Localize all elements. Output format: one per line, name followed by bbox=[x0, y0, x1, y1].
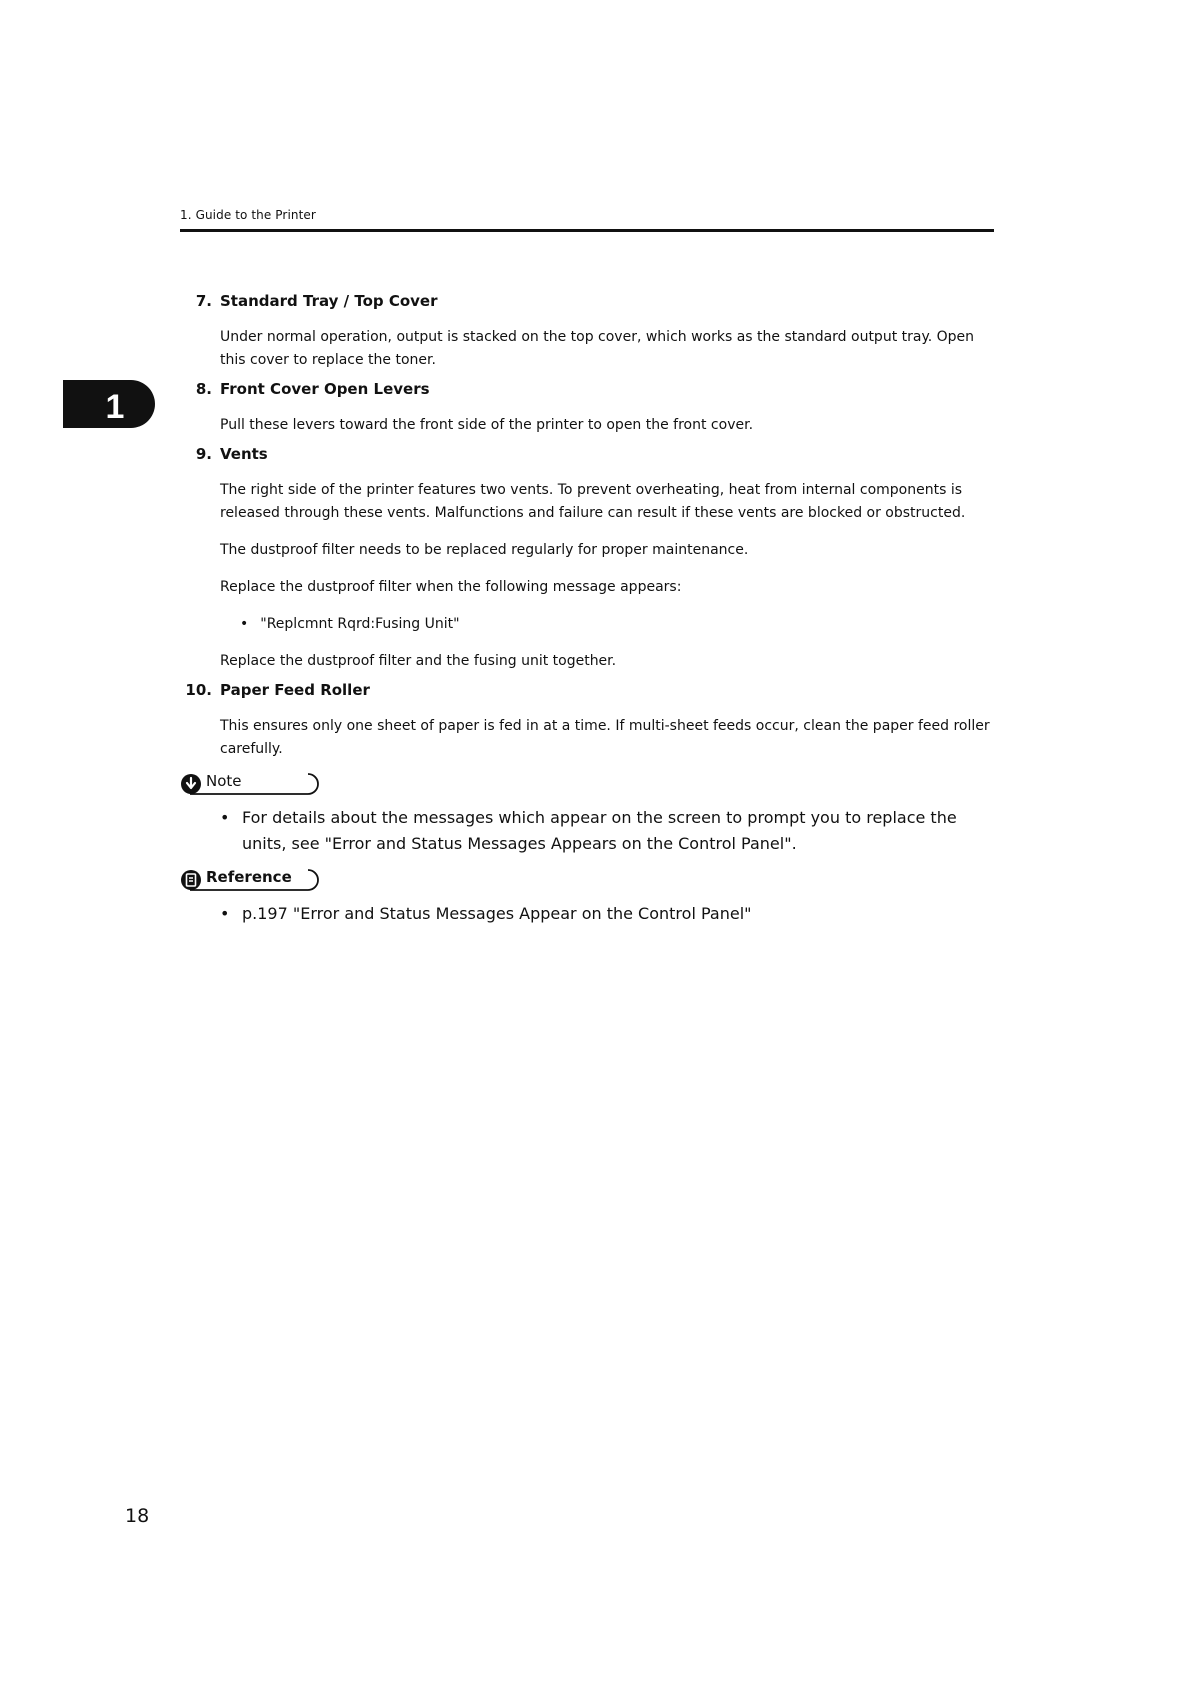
item-number: 10. bbox=[185, 681, 212, 699]
reference-label bbox=[180, 865, 1000, 893]
reference-link[interactable]: • p.197 "Error and Status Messages Appear on the Control Panel" bbox=[220, 901, 1000, 927]
item-title: Front Cover Open Levers bbox=[220, 380, 430, 398]
note-label-text: Note bbox=[206, 772, 242, 790]
list-item bbox=[180, 378, 1000, 437]
chapter-number: 1 bbox=[105, 388, 125, 426]
header-rule bbox=[180, 229, 994, 232]
chapter-tab bbox=[63, 380, 155, 428]
content-body bbox=[180, 290, 1000, 933]
running-header: 1. Guide to the Printer bbox=[180, 208, 316, 222]
item-number: 8. bbox=[195, 380, 212, 398]
page-number: 18 bbox=[125, 1505, 150, 1527]
note-icon bbox=[181, 774, 201, 794]
list-item bbox=[180, 679, 1000, 761]
item-paragraph: The dustproof filter needs to be replaced regularly for proper maintenance. bbox=[220, 542, 749, 558]
message-bullet: • "Replcmnt Rqrd:Fusing Unit" bbox=[240, 613, 1000, 636]
item-number: 7. bbox=[195, 292, 212, 310]
note-label bbox=[180, 769, 1000, 797]
list-item bbox=[180, 443, 1000, 673]
item-number: 9. bbox=[195, 445, 212, 463]
list-item bbox=[180, 290, 1000, 372]
item-title: Standard Tray / Top Cover bbox=[220, 292, 438, 310]
item-paragraph: The right side of the printer features two vents. To prevent overheating, heat from internal components is released through these vents. Malfunctions and failure can result if these vents are blocked or obstructed. bbox=[220, 482, 966, 521]
item-paragraph: Replace the dustproof filter and the fusing unit together. bbox=[220, 653, 617, 669]
item-title: Paper Feed Roller bbox=[220, 681, 370, 699]
item-paragraph: This ensures only one sheet of paper is fed in at a time. If multi-sheet feeds occur, clean the paper feed roller carefully. bbox=[220, 718, 990, 757]
note-bullet: • For details about the messages which appear on the screen to prompt you to replace the units, see "Error and Status Messages Appears on the Control Panel". bbox=[220, 805, 1000, 857]
reference-label-text: Reference bbox=[206, 868, 292, 886]
item-paragraph: Under normal operation, output is stacked on the top cover, which works as the standard output tray. Open this cover to replace the toner. bbox=[220, 329, 975, 368]
book-icon bbox=[181, 870, 201, 890]
item-title: Vents bbox=[220, 445, 268, 463]
item-paragraph: Pull these levers toward the front side of the printer to open the front cover. bbox=[220, 417, 754, 433]
item-paragraph: Replace the dustproof filter when the following message appears: bbox=[220, 579, 682, 595]
